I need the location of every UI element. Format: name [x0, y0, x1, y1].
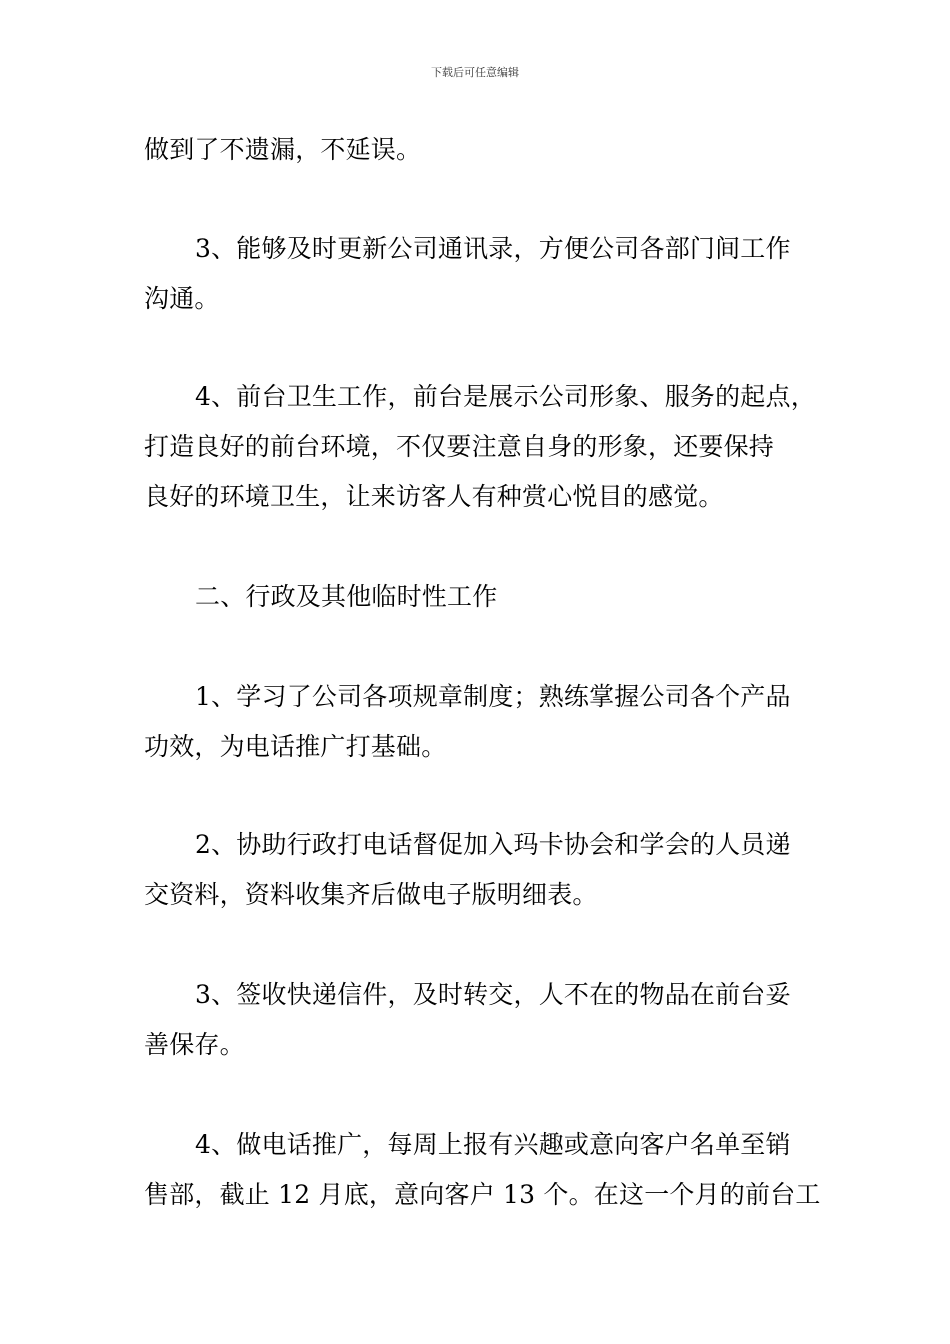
paragraph-line: 善保存。 — [144, 1030, 245, 1059]
paragraph-line: 3、能够及时更新公司通讯录，方便公司各部门间工作 — [195, 234, 791, 263]
paragraph-line: 沟通。 — [144, 284, 220, 313]
page-header: 下载后可任意编辑 — [431, 66, 519, 79]
paragraph-line: 4、前台卫生工作，前台是展示公司形象、服务的起点， — [195, 382, 816, 411]
paragraph-line: 打造良好的前台环境，不仅要注意自身的形象，还要保持 — [144, 432, 775, 461]
paragraph-line: 功效，为电话推广打基础。 — [144, 732, 447, 761]
paragraph-line: 3、签收快递信件，及时转交，人不在的物品在前台妥 — [195, 980, 791, 1009]
paragraph-line: 2、协助行政打电话督促加入玛卡协会和学会的人员递 — [195, 830, 791, 859]
paragraph-line: 良好的环境卫生，让来访客人有种赏心悦目的感觉。 — [144, 482, 724, 511]
paragraph-line: 交资料，资料收集齐后做电子版明细表。 — [144, 880, 598, 909]
paragraph-line: 1、学习了公司各项规章制度；熟练掌握公司各个产品 — [195, 682, 791, 711]
section-heading: 二、行政及其他临时性工作 — [195, 582, 498, 611]
paragraph-line: 售部，截止 12 月底，意向客户 13 个。在这一个月的前台工 — [144, 1180, 821, 1209]
paragraph-line: 4、做电话推广，每周上报有兴趣或意向客户名单至销 — [195, 1130, 791, 1159]
paragraph-line: 做到了不遗漏，不延误。 — [144, 135, 422, 164]
